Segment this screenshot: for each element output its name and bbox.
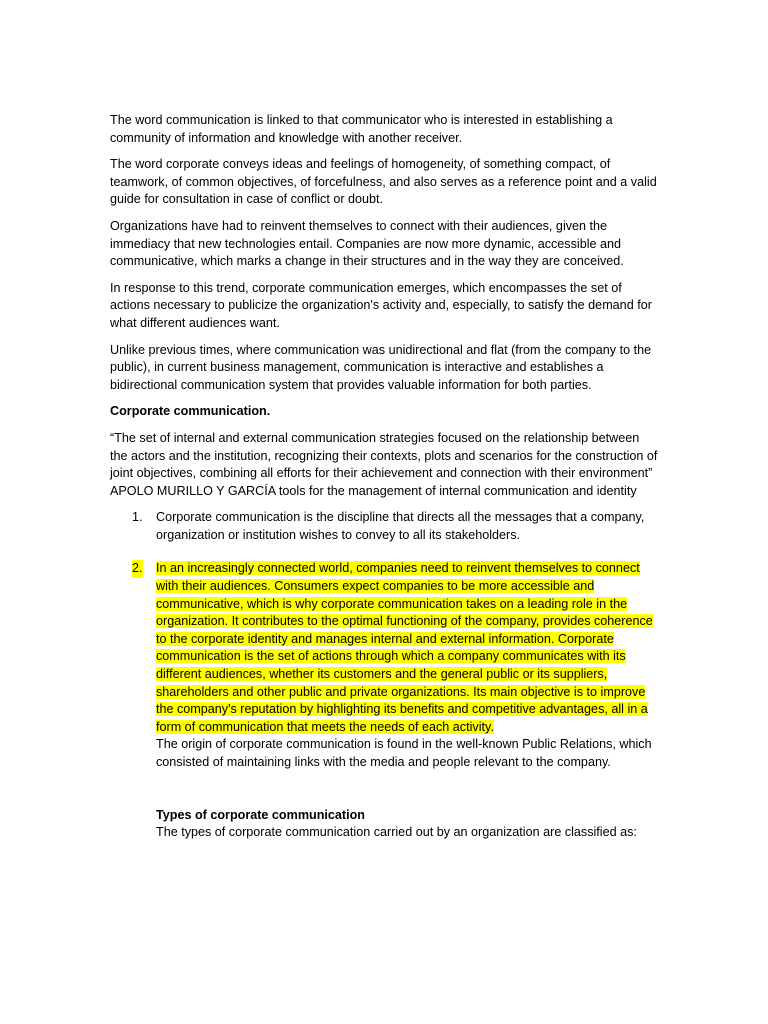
highlighted-text: In an increasingly connected world, companies need to reinvent themselves to connect with their audiences. Consumers expect companies to be more accessible and communicative, which is why corporate communication takes on a leading role in the organization. It contributes to the optimal functioning of the company, provides coherence to the corporate identity and manages internal and external information. Corporate communication is the set of actions through which a company communicates with its different audiences, whether its customers and the general public or its suppliers, shareholders and other public and private organizations. Its main objective is to improve the company's reputation by highlighting its benefits and competitive advantages, all in a form of communication that meets the needs of each activity. <box>156 561 653 734</box>
paragraph-1: The word communication is linked to that communicator who is interested in establishing a community of information and knowledge with another receiver. <box>110 113 613 145</box>
list-item-text: Corporate communication is the discipline that directs all the messages that a company, organization or institution wishes to convey to all its stakeholders. <box>156 510 645 542</box>
origin-paragraph: The origin of corporate communication is found in the well-known Public Relations, which consisted of maintaining links with the media and people relevant to the company. <box>156 737 652 769</box>
numbered-list <box>110 509 658 736</box>
document-page <box>110 112 658 842</box>
list-item <box>110 509 658 544</box>
paragraph-4: In response to this trend, corporate communication emerges, which encompasses the set of actions necessary to publicize the organization's activity and, especially, to satisfy the demand for what different audiences want. <box>110 280 652 330</box>
section-heading: Corporate communication. <box>110 404 271 419</box>
list-number: 1. <box>132 510 143 525</box>
list-continuation <box>110 736 658 841</box>
list-number: 2. <box>132 560 143 578</box>
quote-paragraph: “The set of internal and external communication strategies focused on the relationship between the actors and the institution, recognizing their contexts, plots and scenarios for the construction of joint objectives, combining all efforts for their achievement and connection with their environment” APOLO MURILLO Y GARCÍA tools for the management of internal communication and identity <box>110 430 658 498</box>
list-item-highlighted <box>110 560 658 736</box>
paragraph-3: Organizations have had to reinvent themselves to connect with their audiences, given the immediacy that new technologies entail. Companies are now more dynamic, accessible and communicative, which marks a change in their structures and in the way they are conceived. <box>110 218 624 269</box>
types-heading: Types of corporate communication <box>156 807 365 822</box>
paragraph-2: The word corporate conveys ideas and feelings of homogeneity, of something compact, of teamwork, of common objectives, of forcefulness, and also serves as a reference point and a valid guide for consultation in case of conflict or doubt. <box>110 157 657 207</box>
types-text: The types of corporate communication carried out by an organization are classified as: <box>156 825 637 840</box>
spacer <box>156 772 658 807</box>
paragraph-5: Unlike previous times, where communication was unidirectional and flat (from the company to the public), in current business management, communication is interactive and establishes a bidirectional communication system that provides valuable information for both parties. <box>110 342 652 392</box>
